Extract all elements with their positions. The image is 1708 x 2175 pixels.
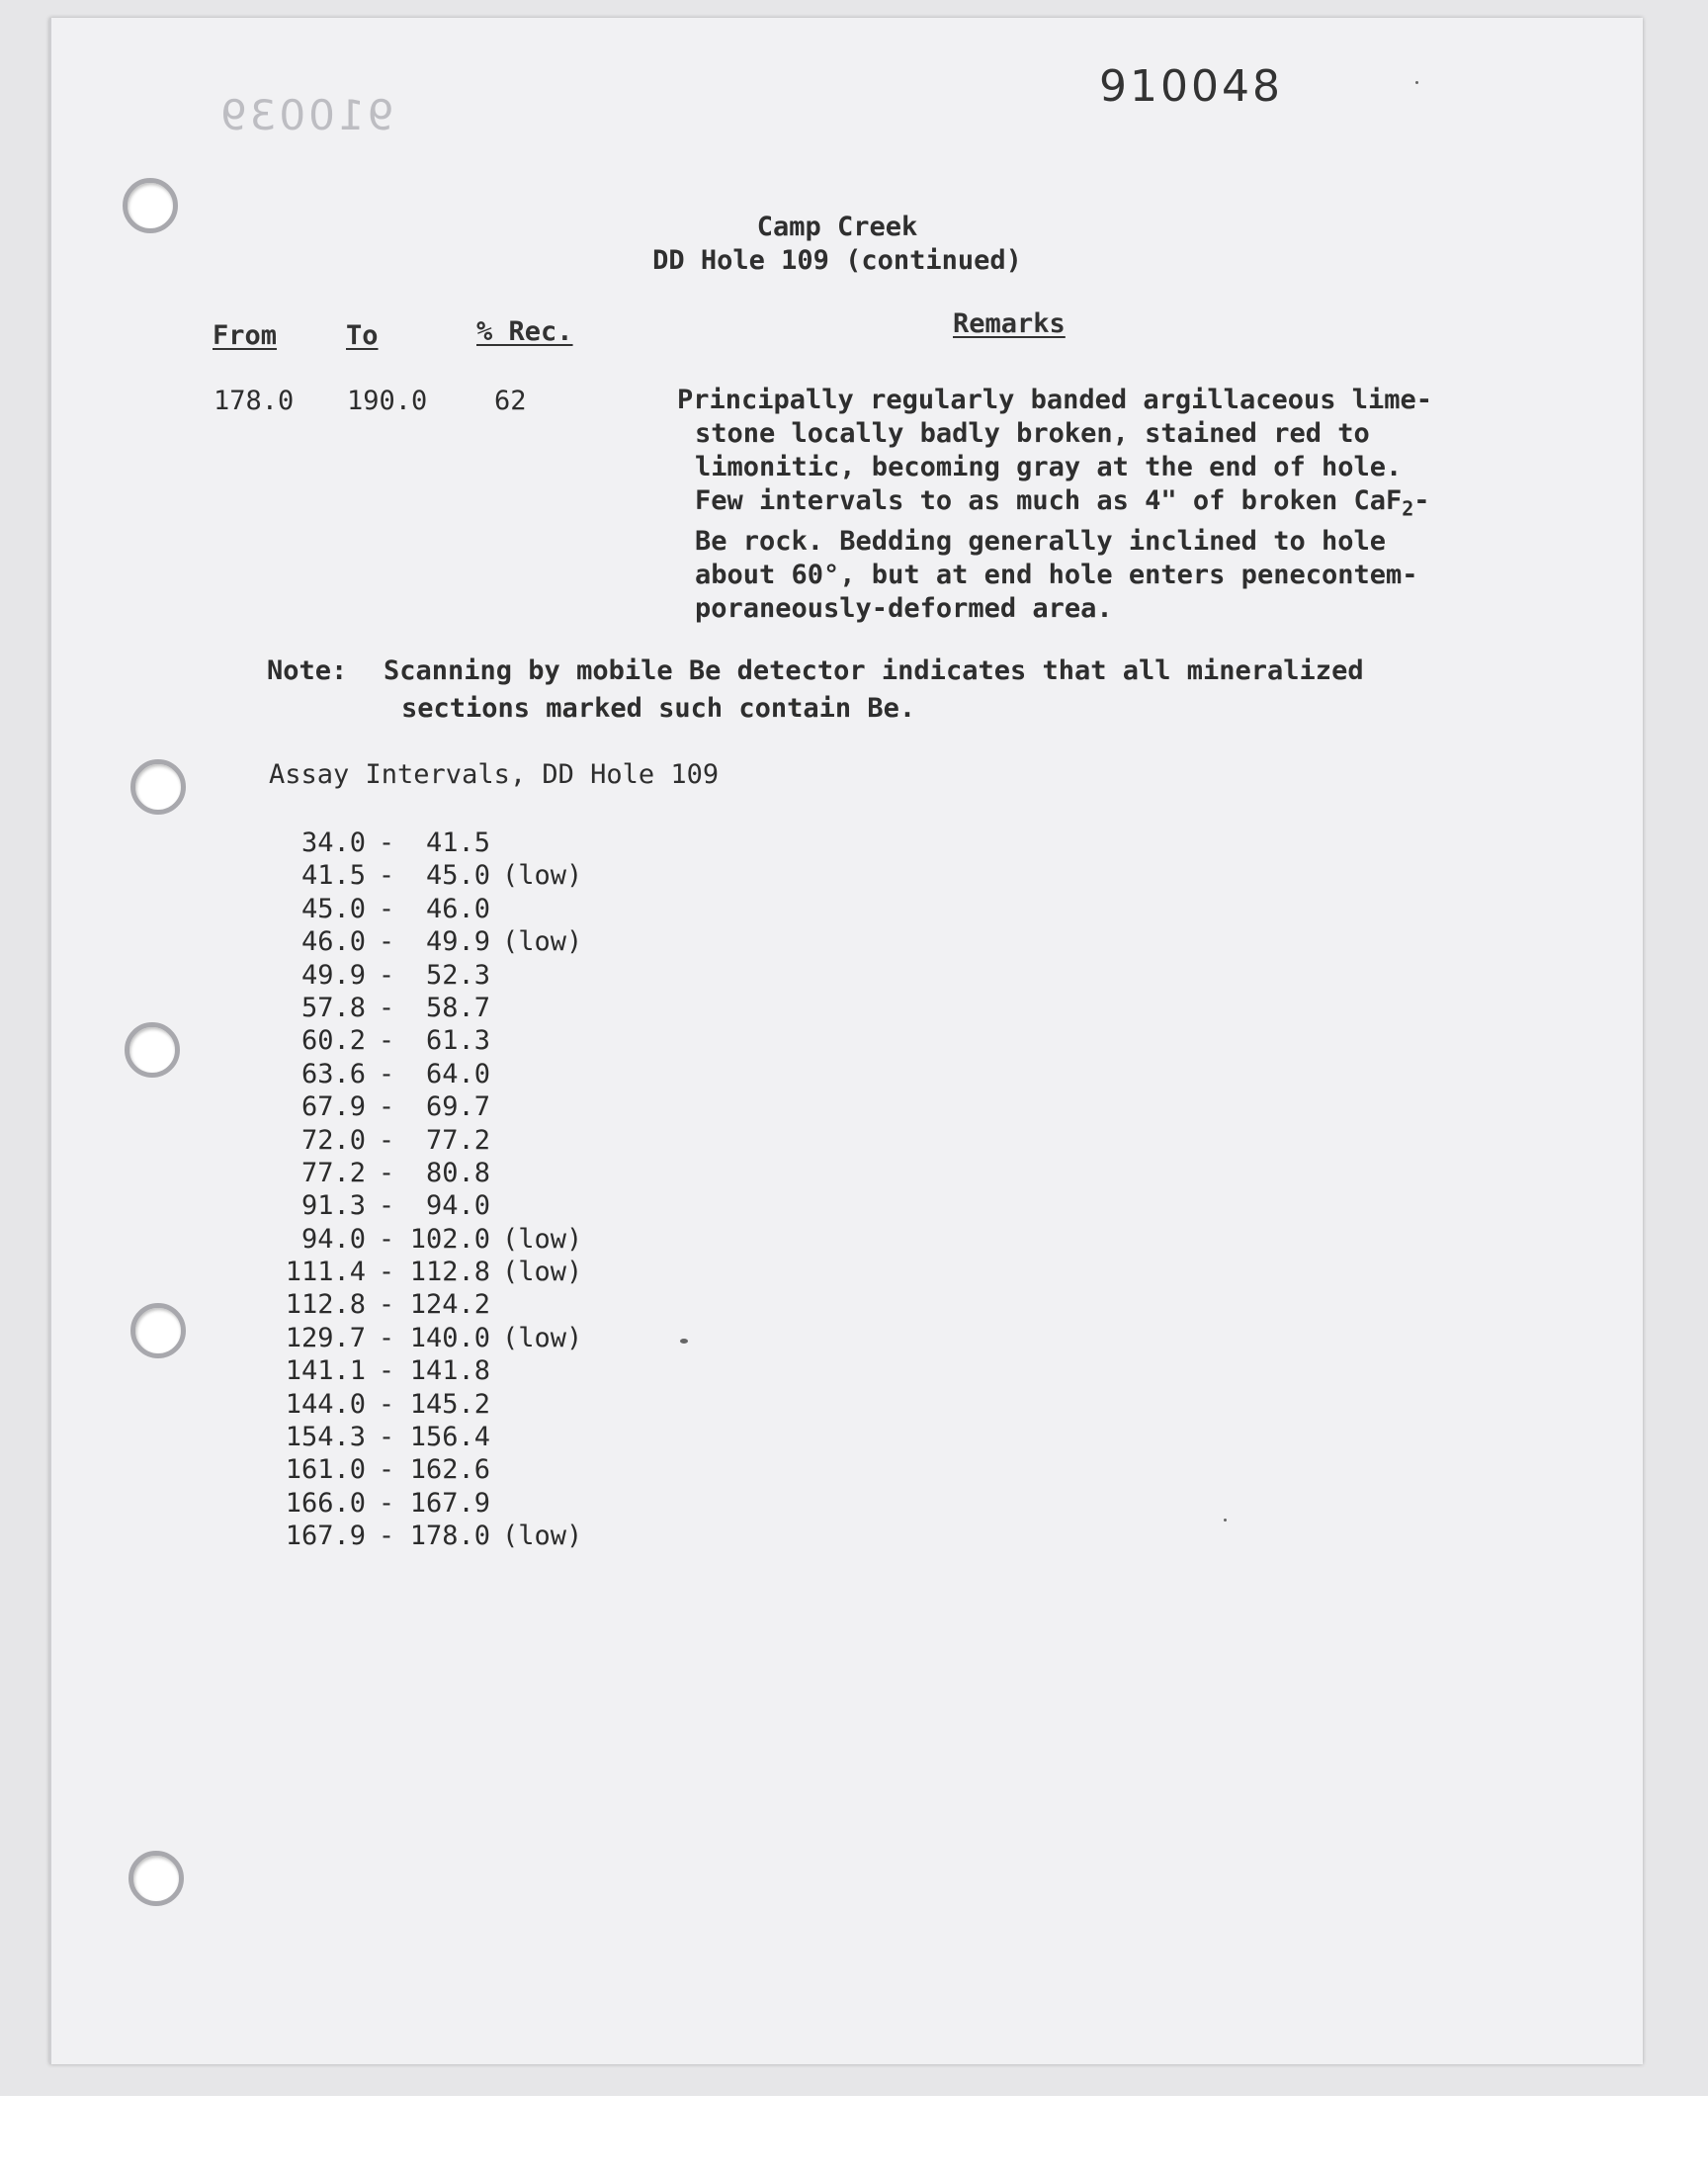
interval-separator: - [378, 860, 395, 892]
remarks-line: poraneously-deformed area. [695, 593, 1113, 625]
interval-to: 140.0 [409, 1322, 490, 1353]
assay-interval-row [275, 1256, 582, 1288]
interval-from: 49.9 [300, 959, 366, 991]
interval-from: 91.3 [300, 1190, 366, 1222]
assay-interval-row [275, 1388, 582, 1421]
interval-separator: - [378, 959, 395, 991]
remarks-text [677, 384, 1432, 626]
column-header-from: From [213, 320, 278, 351]
assay-interval-row [275, 1421, 582, 1453]
interval-grade-tag: (low) [502, 1322, 583, 1353]
assay-interval-row [275, 826, 582, 859]
interval-to: 77.2 [425, 1124, 490, 1156]
document-subtitle: DD Hole 109 (continued) [652, 245, 1022, 276]
interval-to: 156.4 [409, 1422, 490, 1453]
assay-intervals-list [275, 826, 582, 1553]
assay-interval-row [275, 959, 582, 992]
interval-separator: - [378, 926, 395, 958]
interval-separator: - [378, 1025, 395, 1057]
interval-to: 162.6 [409, 1454, 490, 1486]
interval-separator: - [378, 1124, 395, 1156]
interval-to: 41.5 [425, 827, 490, 858]
page-number-stamp: 910048 [1099, 61, 1283, 112]
interval-from: 141.1 [285, 1355, 366, 1387]
interval-to: 94.0 [425, 1190, 490, 1222]
hyphen: - [1413, 485, 1430, 516]
note-label: Note: [267, 655, 348, 686]
assay-interval-row [275, 1189, 582, 1222]
assay-interval-row [275, 1157, 582, 1189]
punch-hole [130, 759, 186, 815]
interval-from: 154.3 [285, 1422, 366, 1453]
remarks-line-text: Few intervals to as much as 4" of broken CaF [695, 485, 1403, 516]
interval-to: 178.0 [409, 1521, 490, 1552]
interval-to: 64.0 [425, 1058, 490, 1089]
interval-separator: - [378, 1091, 395, 1123]
interval-separator: - [378, 1422, 395, 1453]
interval-from: 94.0 [300, 1223, 366, 1255]
assay-interval-row [275, 1520, 582, 1552]
interval-separator: - [378, 1289, 395, 1321]
interval-from: 129.7 [285, 1322, 366, 1353]
remarks-line: Be rock. Bedding generally inclined to hole [695, 526, 1386, 558]
interval-to: 52.3 [425, 959, 490, 991]
interval-separator: - [378, 1058, 395, 1089]
interval-separator: - [378, 1190, 395, 1222]
interval-grade-tag: (low) [502, 1521, 583, 1552]
assay-intervals-heading: Assay Intervals, DD Hole 109 [269, 759, 720, 790]
interval-from: 60.2 [300, 1025, 366, 1057]
interval-separator: - [378, 1223, 395, 1255]
interval-separator: - [378, 992, 395, 1023]
column-header-to: To [346, 320, 379, 351]
interval-from: 67.9 [300, 1091, 366, 1123]
note-line: sections marked such contain Be. [401, 693, 916, 724]
interval-from: 45.0 [300, 893, 366, 924]
interval-separator: - [378, 1388, 395, 1420]
assay-interval-row [275, 1058, 582, 1090]
interval-separator: - [378, 1521, 395, 1552]
interval-grade-tag: (low) [502, 860, 583, 892]
scan-speck [1224, 1519, 1227, 1522]
interval-from: 77.2 [300, 1157, 366, 1188]
interval-grade-tag: (low) [502, 926, 583, 958]
assay-interval-row [275, 925, 582, 958]
interval-to: 112.8 [409, 1257, 490, 1288]
column-header-remarks: Remarks [953, 308, 1066, 339]
interval-separator: - [378, 1454, 395, 1486]
note-line: Scanning by mobile Be detector indicates that all mineralized [384, 655, 1364, 686]
assay-interval-row [275, 992, 582, 1024]
interval-to: 45.0 [425, 860, 490, 892]
interval-from: 34.0 [300, 827, 366, 858]
document-title: Camp Creek [756, 212, 918, 242]
interval-from: 63.6 [300, 1058, 366, 1089]
interval-to: 80.8 [425, 1157, 490, 1188]
interval-to: 167.9 [409, 1487, 490, 1519]
assay-interval-row [275, 1124, 582, 1157]
interval-from: 41.5 [300, 860, 366, 892]
remarks-line: Principally regularly banded argillaceous lime- [677, 385, 1433, 415]
interval-separator: - [378, 1355, 395, 1387]
assay-interval-row [275, 1288, 582, 1321]
interval-to: 141.8 [409, 1355, 490, 1387]
interval-from: 112.8 [285, 1289, 366, 1321]
interval-from: 111.4 [285, 1257, 366, 1288]
interval-from: 167.9 [285, 1521, 366, 1552]
interval-separator: - [378, 893, 395, 924]
punch-hole [125, 1022, 180, 1078]
interval-separator: - [378, 1257, 395, 1288]
interval-to: 102.0 [409, 1223, 490, 1255]
assay-interval-row [275, 859, 582, 892]
interval-grade-tag: (low) [502, 1223, 583, 1255]
assay-interval-row [275, 1453, 582, 1486]
remarks-line: stone locally badly broken, stained red to [695, 418, 1370, 449]
document-page [49, 18, 1643, 2064]
interval-to: 61.3 [425, 1025, 490, 1057]
punch-hole [128, 1851, 184, 1906]
interval-to: 58.7 [425, 992, 490, 1023]
interval-to: 124.2 [409, 1289, 490, 1321]
interval-from: 57.8 [300, 992, 366, 1023]
interval-to: 145.2 [409, 1388, 490, 1420]
interval-separator: - [378, 827, 395, 858]
assay-interval-row [275, 1024, 582, 1057]
interval-from: 161.0 [285, 1454, 366, 1486]
interval-separator: - [378, 1487, 395, 1519]
interval-to: 49.9 [425, 926, 490, 958]
interval-from: 46.0 [300, 926, 366, 958]
row-from-value: 178.0 [214, 386, 295, 416]
interval-grade-tag: (low) [502, 1257, 583, 1288]
remarks-line [677, 484, 1432, 525]
scan-speck [1415, 81, 1418, 84]
interval-from: 144.0 [285, 1388, 366, 1420]
interval-from: 72.0 [300, 1124, 366, 1156]
interval-separator: - [378, 1157, 395, 1188]
punch-hole [130, 1303, 186, 1358]
assay-interval-row [275, 1223, 582, 1256]
assay-interval-row [275, 1354, 582, 1387]
interval-to: 46.0 [425, 893, 490, 924]
scan-speck [680, 1339, 688, 1344]
column-header-rec: % Rec. [476, 316, 573, 347]
assay-interval-row [275, 1322, 582, 1354]
note-block [267, 652, 1364, 728]
assay-interval-row [275, 893, 582, 925]
row-to-value: 190.0 [347, 386, 428, 416]
subscript: 2 [1402, 496, 1414, 521]
assay-interval-row [275, 1487, 582, 1520]
bleed-through-page-number: 910039 [217, 91, 394, 139]
interval-separator: - [378, 1322, 395, 1353]
interval-to: 69.7 [425, 1091, 490, 1123]
assay-interval-row [275, 1090, 582, 1123]
row-recovery-value: 62 [494, 386, 527, 416]
interval-from: 166.0 [285, 1487, 366, 1519]
remarks-line: about 60°, but at end hole enters penecontem- [695, 560, 1418, 591]
remarks-line: limonitic, becoming gray at the end of hole. [695, 452, 1403, 482]
